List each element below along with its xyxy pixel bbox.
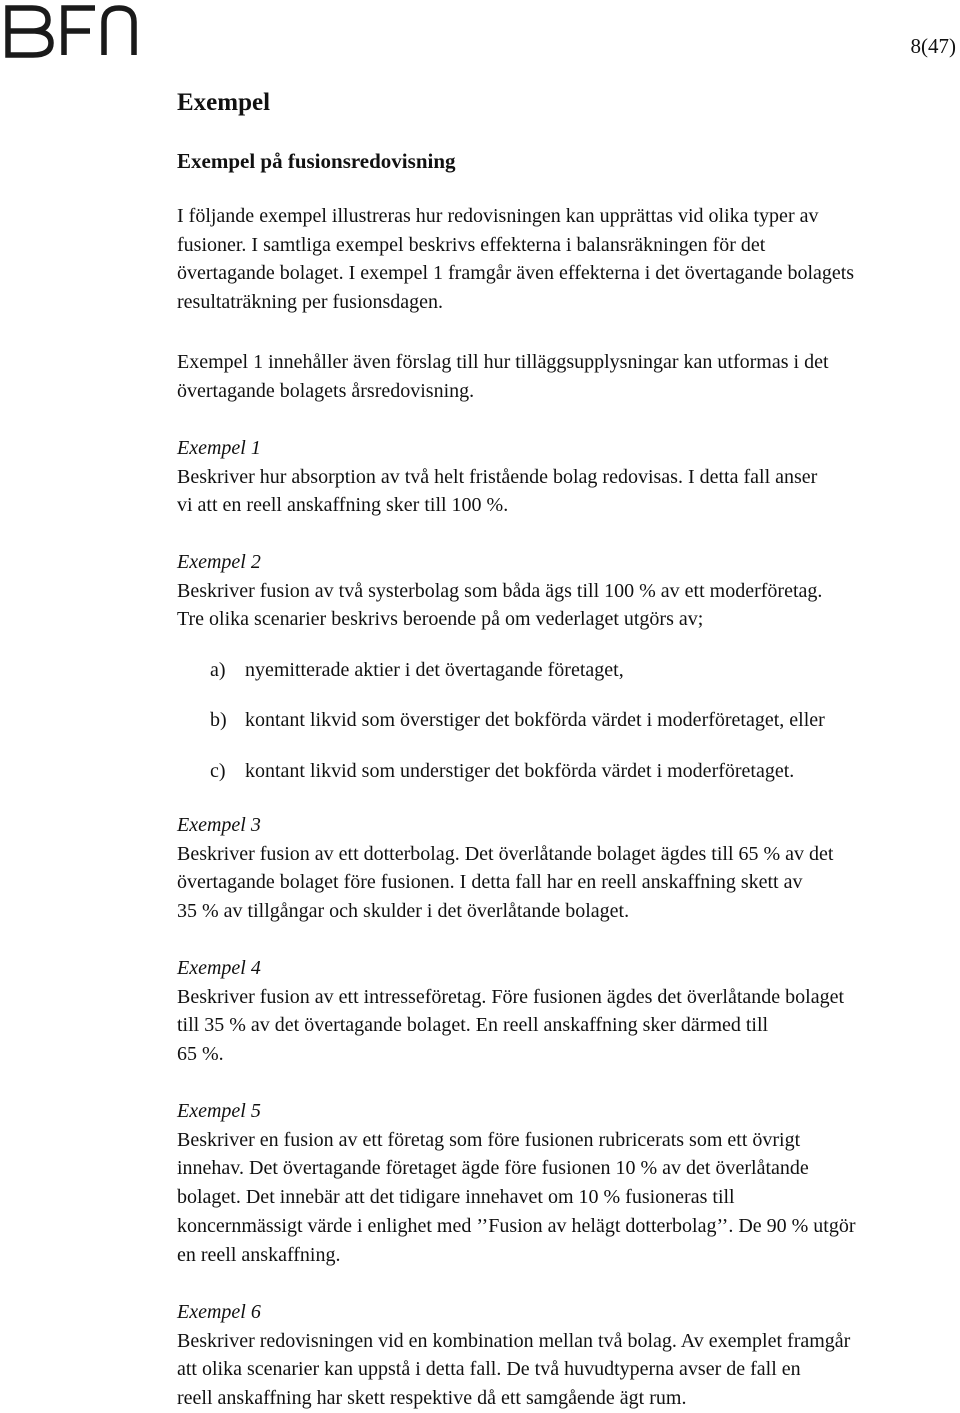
text-line: resultaträkning per fusionsdagen.: [177, 291, 444, 314]
text-line: bolaget. Det innebär att det tidigare innehavet om 10 % fusioneras till: [177, 1186, 735, 1209]
text-line: fusioner. I samtliga exempel beskrivs effekterna i balansräkningen för det: [177, 233, 766, 256]
text-line: innehav. Det övertagande företaget ägde före fusionen 10 % av det överlåtande: [177, 1157, 809, 1180]
text-line: övertagande bolagets årsredovisning.: [177, 379, 475, 402]
text-line: Beskriver fusion av ett dotterbolag. Det överlåtande bolaget ägdes till 65 % av det: [177, 842, 834, 865]
list-marker: b): [210, 709, 227, 731]
text-line: Beskriver hur absorption av två helt fristående bolag redovisas. I detta fall anser: [177, 465, 818, 488]
list-item: [210, 656, 624, 684]
example-2: [177, 548, 822, 634]
text-line: övertagande bolaget före fusionen. I detta fall har en reell anskaffning skett av: [177, 871, 803, 894]
list-marker: a): [210, 659, 226, 681]
example-title: Exempel 4: [177, 957, 261, 979]
text-line: övertagande bolaget. I exempel 1 framgår även effekterna i det övertagande bolagets: [177, 262, 855, 285]
intro-paragraph: [177, 202, 854, 317]
text-line: reell anskaffning har skett respektive då ett samgående ägt rum.: [177, 1387, 687, 1410]
list-item: [210, 706, 825, 734]
list-item-text: nyemitterade aktier i det övertagande företaget,: [245, 659, 624, 681]
text-line: koncernmässigt värde i enlighet med ’’Fusion av helägt dotterbolag’’. De 90 % utgör: [177, 1214, 856, 1237]
text-line: Exempel 1 innehåller även förslag till hur tilläggsupplysningar kan utformas i det: [177, 351, 829, 373]
section-heading: Exempel på fusionsredovisning: [177, 149, 456, 173]
bfn-logo: [4, 2, 138, 58]
note-paragraph: [177, 348, 829, 405]
example-1: [177, 434, 817, 520]
text-line: Tre olika scenarier beskrivs beroende på om vederlaget utgörs av;: [177, 608, 704, 631]
example-title: Exempel 3: [177, 814, 261, 836]
page-title: Exempel: [177, 89, 271, 116]
text-line: Beskriver en fusion av ett företag som före fusionen rubricerats som ett övrigt: [177, 1128, 801, 1151]
example-5: [177, 1097, 856, 1269]
text-line: en reell anskaffning.: [177, 1243, 341, 1266]
list-item-text: kontant likvid som understiger det bokförda värdet i moderföretaget.: [245, 760, 795, 782]
text-line: 65 %.: [177, 1043, 224, 1066]
text-line: Beskriver fusion av ett intresseföretag. Före fusionen ägdes det överlåtande bolaget: [177, 985, 845, 1008]
example-4: [177, 954, 844, 1069]
text-line: vi att en reell anskaffning sker till 100 %.: [177, 494, 509, 517]
list-item-text: kontant likvid som överstiger det bokförda värdet i moderföretaget, eller: [245, 709, 825, 731]
example-title: Exempel 6: [177, 1301, 261, 1323]
text-line: Beskriver fusion av två systerbolag som båda ägs till 100 % av ett moderföretag.: [177, 579, 823, 602]
example-title: Exempel 1: [177, 437, 261, 459]
page-number: 8(47): [910, 34, 956, 58]
list-marker: c): [210, 760, 226, 782]
example-6: [177, 1298, 850, 1413]
example-3: [177, 811, 833, 926]
text-line: till 35 % av det övertagande bolaget. En reell anskaffning sker därmed till: [177, 1014, 769, 1037]
example-title: Exempel 5: [177, 1100, 261, 1122]
text-line: 35 % av tillgångar och skulder i det överlåtande bolaget.: [177, 900, 630, 923]
text-line: I följande exempel illustreras hur redovisningen kan upprättas vid olika typer av: [177, 205, 819, 227]
text-line: Beskriver redovisningen vid en kombination mellan två bolag. Av exemplet framgår: [177, 1329, 851, 1352]
text-line: att olika scenarier kan uppstå i detta fall. De två huvudtyperna avser de fall en: [177, 1358, 801, 1381]
list-item: [210, 757, 794, 785]
example-title: Exempel 2: [177, 551, 261, 573]
